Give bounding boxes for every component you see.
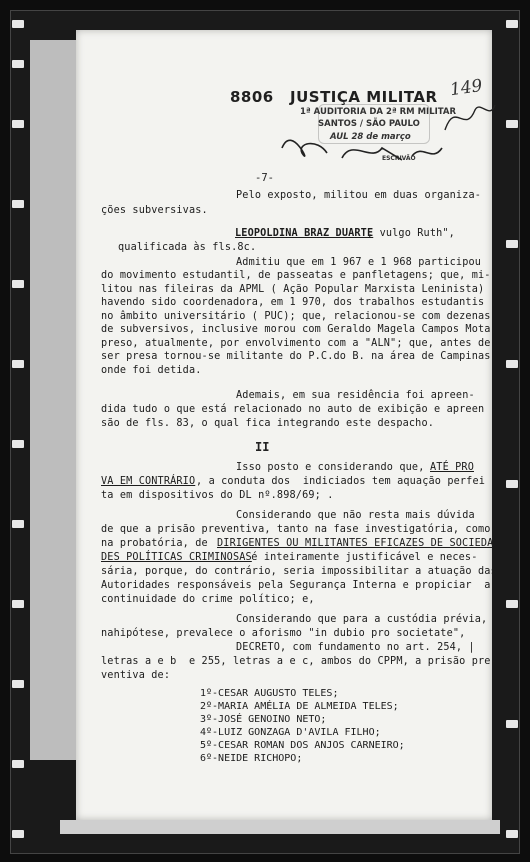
sprocket-hole xyxy=(506,120,518,128)
text-line: de que a prisão preventiva, tanto na fase investigatória, como xyxy=(101,524,491,535)
text-line: Autoridades responsáveis pela Segurança Interna e propiciar a xyxy=(101,580,491,591)
text-line: de subversivos, inclusive morou com Geraldo Magela Campos Mota, xyxy=(101,324,497,335)
sprocket-hole xyxy=(12,520,24,528)
initials-scribble xyxy=(440,90,500,140)
defendant-list-item: 3º-JOSÉ GENOINO NETO; xyxy=(200,714,327,725)
sprocket-hole xyxy=(506,360,518,368)
sprocket-hole xyxy=(12,600,24,608)
text-line: onde foi detida. xyxy=(101,365,202,376)
text-line: ções subversivas. xyxy=(101,205,208,216)
sprocket-hole xyxy=(12,60,24,68)
defendant-list-item: 1º-CESAR AUGUSTO TELES; xyxy=(200,688,339,699)
text-line: Considerando que não resta mais dúvida xyxy=(236,510,475,521)
sprocket-hole xyxy=(12,760,24,768)
text-line: qualificada às fls.8c. xyxy=(118,242,257,253)
sprocket-hole xyxy=(12,20,24,28)
sprocket-hole xyxy=(506,480,518,488)
sprocket-hole xyxy=(506,600,518,608)
text-line: ta em dispositivos do DL nº.898/69; . xyxy=(101,490,334,501)
sprocket-hole xyxy=(12,200,24,208)
text-line: ventiva de: xyxy=(101,670,171,681)
defendant-list-item: 4º-LUIZ GONZAGA D'AVILA FILHO; xyxy=(200,727,381,738)
text-line: nahipótese, prevalece o aforismo "in dubio pro societate", xyxy=(101,628,466,639)
sprocket-hole xyxy=(506,20,518,28)
previous-page-edge xyxy=(30,40,76,760)
stamp-number: 8806 xyxy=(230,88,274,106)
text-line: havendo sido coordenadora, em 1 970, dos trabalhos estudantis , xyxy=(101,297,497,308)
text-line: , a conduta dos indiciados tem aquação perfei xyxy=(196,476,486,487)
text-line: , vulgo Ruth", xyxy=(367,228,455,239)
text-line: Admitiu que em 1 967 e 1 968 participou xyxy=(236,257,482,268)
sprocket-hole xyxy=(506,830,518,838)
underlined-phrase: DES POLÍTICAS CRIMINOSAS xyxy=(101,552,252,563)
underlined-phrase: DIRIGENTES OU MILITANTES EFICAZES DE SOCIEDA xyxy=(217,538,494,549)
sprocket-hole xyxy=(12,680,24,688)
sprocket-hole xyxy=(12,830,24,838)
text-line: preso, atualmente, por envolvimento com a "ALN"; que, antes de xyxy=(101,338,491,349)
text-line: litou nas fileiras da APML ( Ação Popular Marxista Leninista) , xyxy=(101,284,497,295)
underlined-phrase: ATÉ PRO xyxy=(430,462,474,473)
sprocket-hole xyxy=(12,280,24,288)
sprocket-hole xyxy=(12,440,24,448)
sprocket-hole xyxy=(506,720,518,728)
handwritten-page-number: 149 xyxy=(448,75,484,101)
text-line: Ademais, em sua residência foi apreen- xyxy=(236,390,475,401)
stamp-line-1: 1ª AUDITORIA DA 2ª RM MILITAR xyxy=(300,107,457,117)
text-line: são de fls. 83, o qual fica integrando este despacho. xyxy=(101,418,435,429)
defendant-list-item: 5º-CESAR ROMAN DOS ANJOS CARNEIRO; xyxy=(200,740,405,751)
text-line: é inteiramente justificável e neces- xyxy=(245,552,478,563)
text-line: continuidade do crime político; e, xyxy=(101,594,315,605)
text-line: ser presa tornou-se militante do P.C.do B. na área de Campinas, xyxy=(101,351,497,362)
text-line: no âmbito universitário ( PUC); que, relacionou-se com dezenas xyxy=(101,311,491,322)
text-line: na probatória, de xyxy=(101,538,208,549)
defendant-list-item: 2º-MARIA AMÉLIA DE ALMEIDA TELES; xyxy=(200,701,399,712)
text-line: Considerando que para a custódia prévia, xyxy=(236,614,488,625)
underlined-phrase: VA EM CONTRÁRIO xyxy=(101,476,196,487)
signature-scribble xyxy=(272,118,452,178)
text-line: Isso posto e considerando que, xyxy=(236,462,425,473)
sprocket-hole xyxy=(506,240,518,248)
text-line: dida tudo o que está relacionado no auto de exibição e apreen - xyxy=(101,404,497,415)
sprocket-hole xyxy=(12,120,24,128)
sprocket-hole xyxy=(12,360,24,368)
stamp-line-2: SANTOS / SÃO PAULO xyxy=(318,119,420,129)
page-bottom-edge xyxy=(60,820,500,834)
text-line: sária, porque, do contrário, seria impossibilitar a atuação das xyxy=(101,566,497,577)
text-line: do movimento estudantil, de passeatas e panfletagens; que, mi- xyxy=(101,270,491,281)
stamp-title: JUSTIÇA MILITAR xyxy=(290,88,438,106)
defendant-list-item: 6º-NEIDE RICHOPO; xyxy=(200,753,303,764)
stamp-line-4: ESCRIVÃO xyxy=(382,155,416,162)
text-line: DECRETO, com fundamento no art. 254, | xyxy=(236,642,475,653)
text-line: letras a e b e 255, letras a e c, ambos do CPPM, a prisão pre- xyxy=(101,656,497,667)
page-number: -7- xyxy=(255,172,274,184)
defendant-name: LEOPOLDINA BRAZ DUARTE xyxy=(235,228,374,239)
stamp-line-3: AUL 28 de março xyxy=(330,132,411,142)
text-line: Pelo exposto, militou em duas organiza- xyxy=(236,190,482,201)
section-heading: II xyxy=(255,440,270,454)
